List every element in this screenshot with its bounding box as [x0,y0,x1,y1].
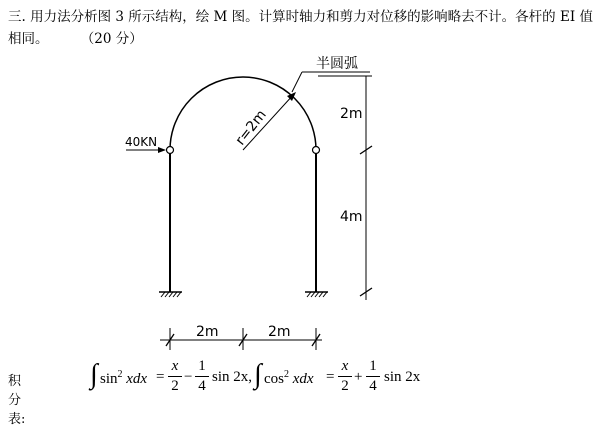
radius-label: r=2m [232,107,270,149]
dim-2m-vertical: 2m [340,106,363,122]
dim-4m-vertical: 4m [340,209,363,225]
formula2-lhs: $\cos^2$ xdx [264,369,314,387]
formula2-frac-x-2: $\frac{x}{2}$ [338,357,352,396]
integral-sign-1: ∫ [90,359,98,390]
dim-2m-right: 2m [268,324,291,340]
formula2-frac-1-4: $\frac{1}{4}$ [366,357,380,396]
integral-sign-2: ∫ [254,359,262,390]
dim-2m-left: 2m [196,324,219,340]
right-fixed-support [305,292,328,297]
arc-callout-leader [292,72,302,92]
formula1-frac-x-2: $\frac{x}{2}$ [168,357,182,396]
formula1-equals: = [156,369,165,385]
load-label: 40KN [125,135,158,149]
left-fixed-support [159,292,182,297]
formula2-equals: = [326,369,335,385]
formula1-minus: − [184,369,193,385]
formula2-tail: sin 2x [384,369,421,385]
integral-table-label: 积分表: [8,374,26,427]
right-hinge [313,147,320,154]
formula1-frac-1-4: $\frac{1}{4}$ [195,357,209,396]
question-score: （20 分） [80,31,143,47]
left-hinge [167,147,174,154]
formula1-lhs: $\sin^2$ xdx [100,369,148,387]
question-body: 用力法分析图 3 所示结构，绘 M 图。计算时轴力和剪力对位移的影响略去不计。各杆的 EI 值相同。 [8,9,593,47]
formula2-plus: + [354,369,363,385]
formula1-tail: sin 2x, [212,369,253,385]
arc-label: 半圆弧 [316,56,358,72]
bottom-dimension [160,328,322,350]
question-number: 三. [8,9,26,25]
